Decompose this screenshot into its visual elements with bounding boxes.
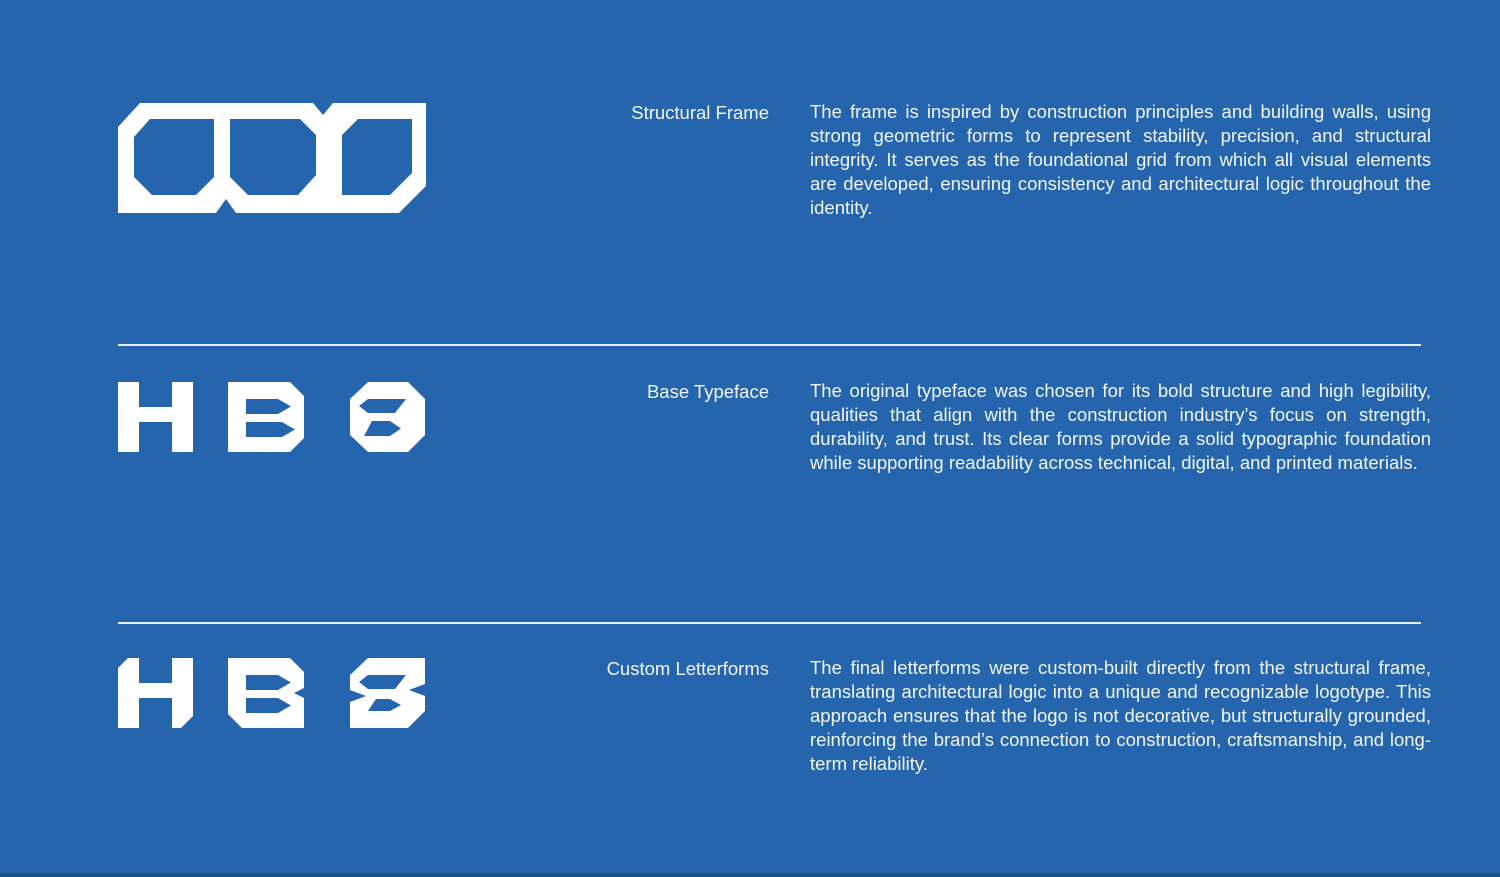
bottom-edge-shadow	[0, 873, 1500, 877]
hbs-base-letters-icon	[118, 382, 425, 452]
structural-frame-logo	[118, 103, 426, 213]
section-body-base-typeface: The original typeface was chosen for its bold structure and high legibility, qualities that align with the construction industry’s focus on strength, durability, and trust. Its clear forms provide a solid typographic foundation while supporting readability across technical, digital, and printed materials.	[810, 380, 1431, 473]
section-label-structural-frame: Structural Frame	[631, 102, 769, 123]
section-label-custom-letterforms: Custom Letterforms	[606, 658, 769, 679]
section-divider	[118, 622, 1421, 624]
hbs-base-logotype	[118, 382, 425, 452]
section-divider	[118, 344, 1421, 346]
hbs-custom-logotype	[118, 658, 425, 728]
section-body-structural-frame: The frame is inspired by construction principles and building walls, using strong geometric forms to represent stability, precision, and structural integrity. It serves as the foundational grid from which all visual elements are developed, ensuring consistency and architectural logic throughout the identity.	[810, 101, 1431, 218]
structural-frame-icon	[118, 103, 426, 213]
section-body-custom-letterforms: The final letterforms were custom-built directly from the structural frame, translating architectural logic into a unique and recognizable logotype. This approach ensures that the logo is not decorative, but structurally grounded, reinforcing the brand’s connection to construction, craftsmanship, and long-term reliability.	[810, 657, 1431, 774]
hbs-custom-letters-icon	[118, 658, 425, 728]
section-label-base-typeface: Base Typeface	[646, 381, 769, 402]
